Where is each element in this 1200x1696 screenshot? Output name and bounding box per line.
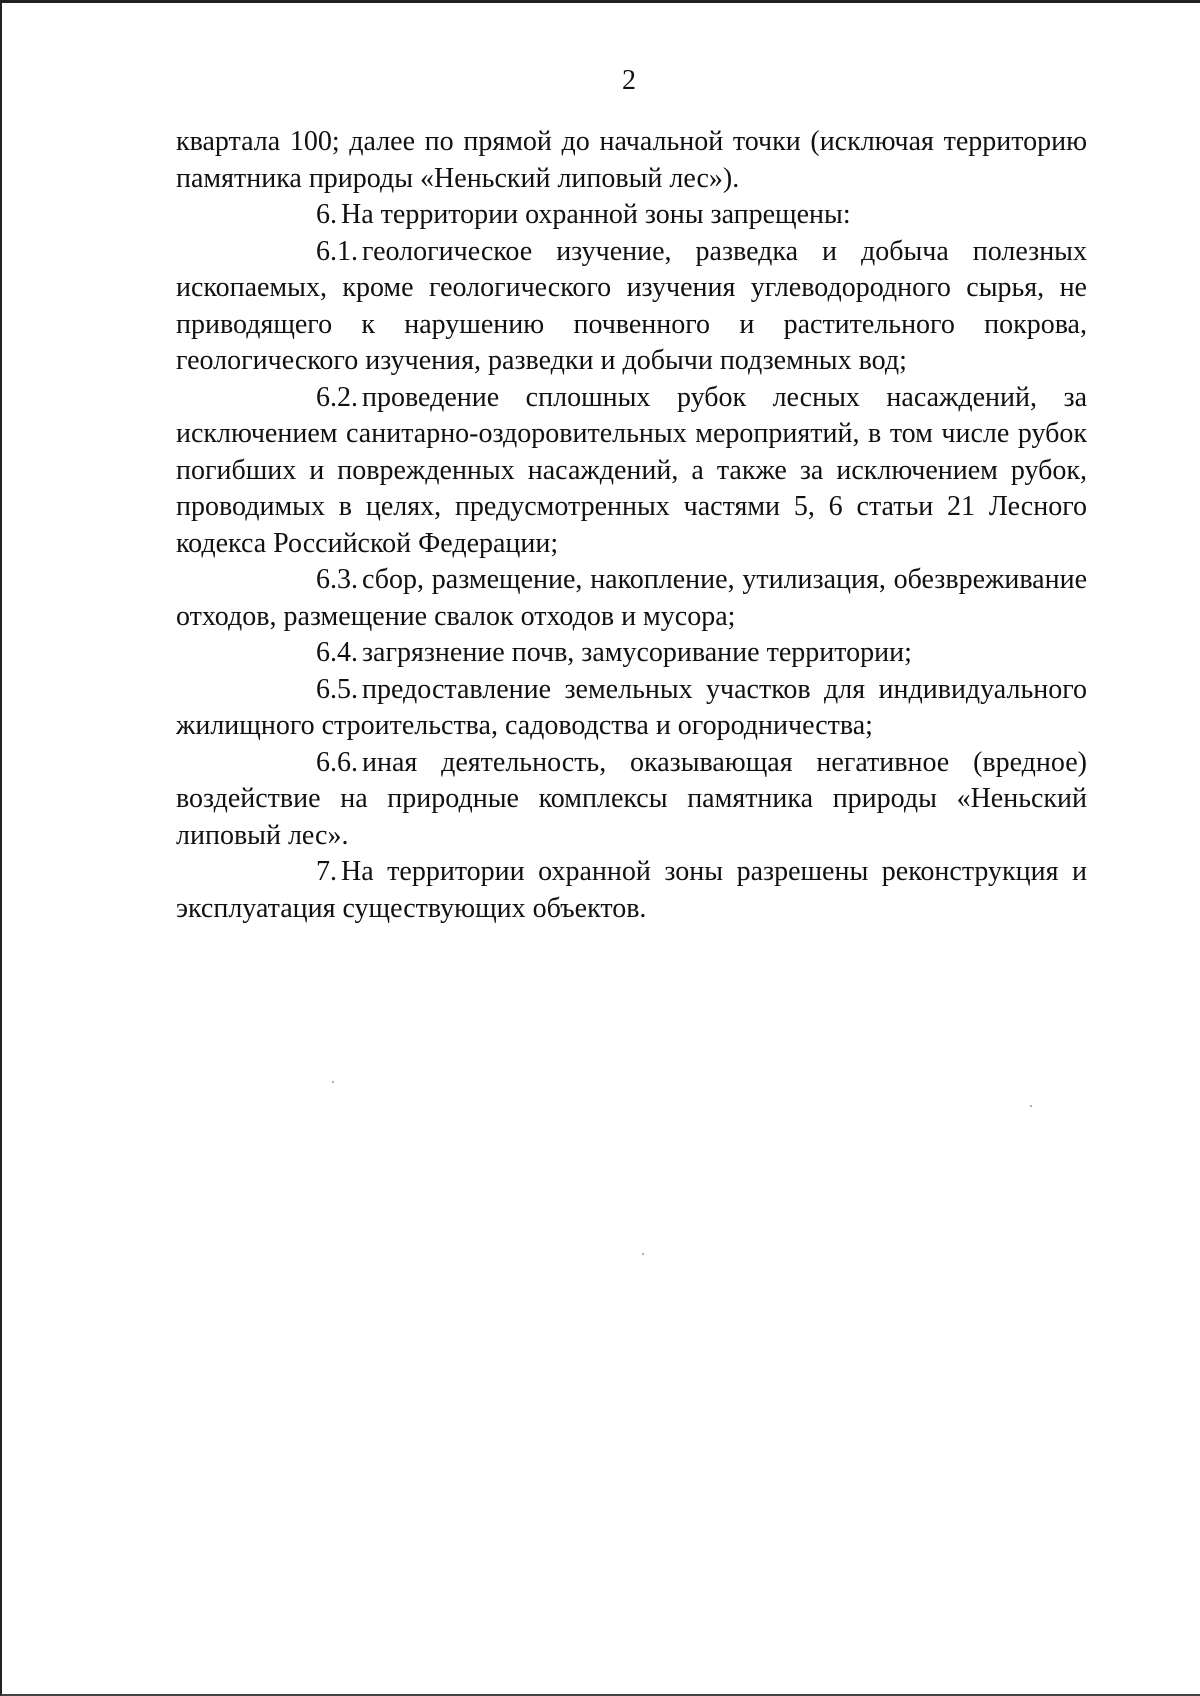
paragraph-text: предоставление земельных участков для индивидуального жилищного строительства, садоводства и огородничества;	[176, 673, 1087, 741]
clause-number: 7.	[316, 856, 337, 887]
paragraph-6-4	[176, 635, 1087, 672]
clause-number: 6.5.	[316, 673, 358, 705]
paragraph-text: квартала 100; далее по прямой до начальной точки (исключая территорию памятника природы «Неньский липовый лес»).	[176, 126, 1087, 194]
scan-speck	[642, 1253, 644, 1255]
paragraph-6	[176, 197, 1087, 234]
scan-speck	[1030, 1105, 1032, 1107]
paragraph-6-6	[176, 745, 1087, 855]
paragraph-7	[176, 854, 1087, 927]
paragraph-6-3	[176, 562, 1087, 635]
clause-number: 6.	[316, 199, 337, 230]
paragraph-text: сбор, размещение, накопление, утилизация, обезвреживание отходов, размещение свалок отходов и мусора;	[176, 564, 1087, 632]
paragraph-text: геологическое изучение, разведка и добыча полезных ископаемых, кроме геологического изучения углеводородного сырья, не приводящего к нарушению почвенного и растительного покрова, геологического изучения, разведки и добычи подземных вод;	[176, 235, 1087, 376]
paragraph-6-1	[176, 234, 1087, 380]
clause-number: 6.4.	[316, 637, 358, 668]
paragraph-text: загрязнение почв, замусоривание территории;	[362, 637, 912, 668]
page-number: 2	[622, 65, 636, 96]
paragraph-text: На территории охранной зоны разрешены реконструкция и эксплуатация существующих объектов.	[176, 856, 1087, 924]
paragraph-text: иная деятельность, оказывающая негативное (вредное) воздействие на природные комплексы памятника природы «Неньский липовый лес».	[176, 746, 1087, 851]
paragraph-text: проведение сплошных рубок лесных насаждений, за исключением санитарно-оздоровительных мероприятий, в том числе рубок погибших и поврежденных насаждений, а также за исключением рубок, проводимых в целях, предусмотренных частями 5, 6 статьи 21 Лесного кодекса Российской Федерации;	[176, 381, 1087, 559]
clause-number: 6.3.	[316, 564, 358, 595]
clause-number: 6.6.	[316, 746, 358, 778]
clause-number: 6.2.	[316, 381, 358, 413]
clause-number: 6.1.	[316, 235, 358, 267]
paragraph-text: На территории охранной зоны запрещены:	[341, 199, 851, 230]
paragraph-continuation	[176, 124, 1087, 197]
paragraph-6-5	[176, 672, 1087, 745]
paragraph-6-2	[176, 380, 1087, 563]
document-body	[176, 124, 1087, 927]
scan-speck	[332, 1081, 334, 1083]
